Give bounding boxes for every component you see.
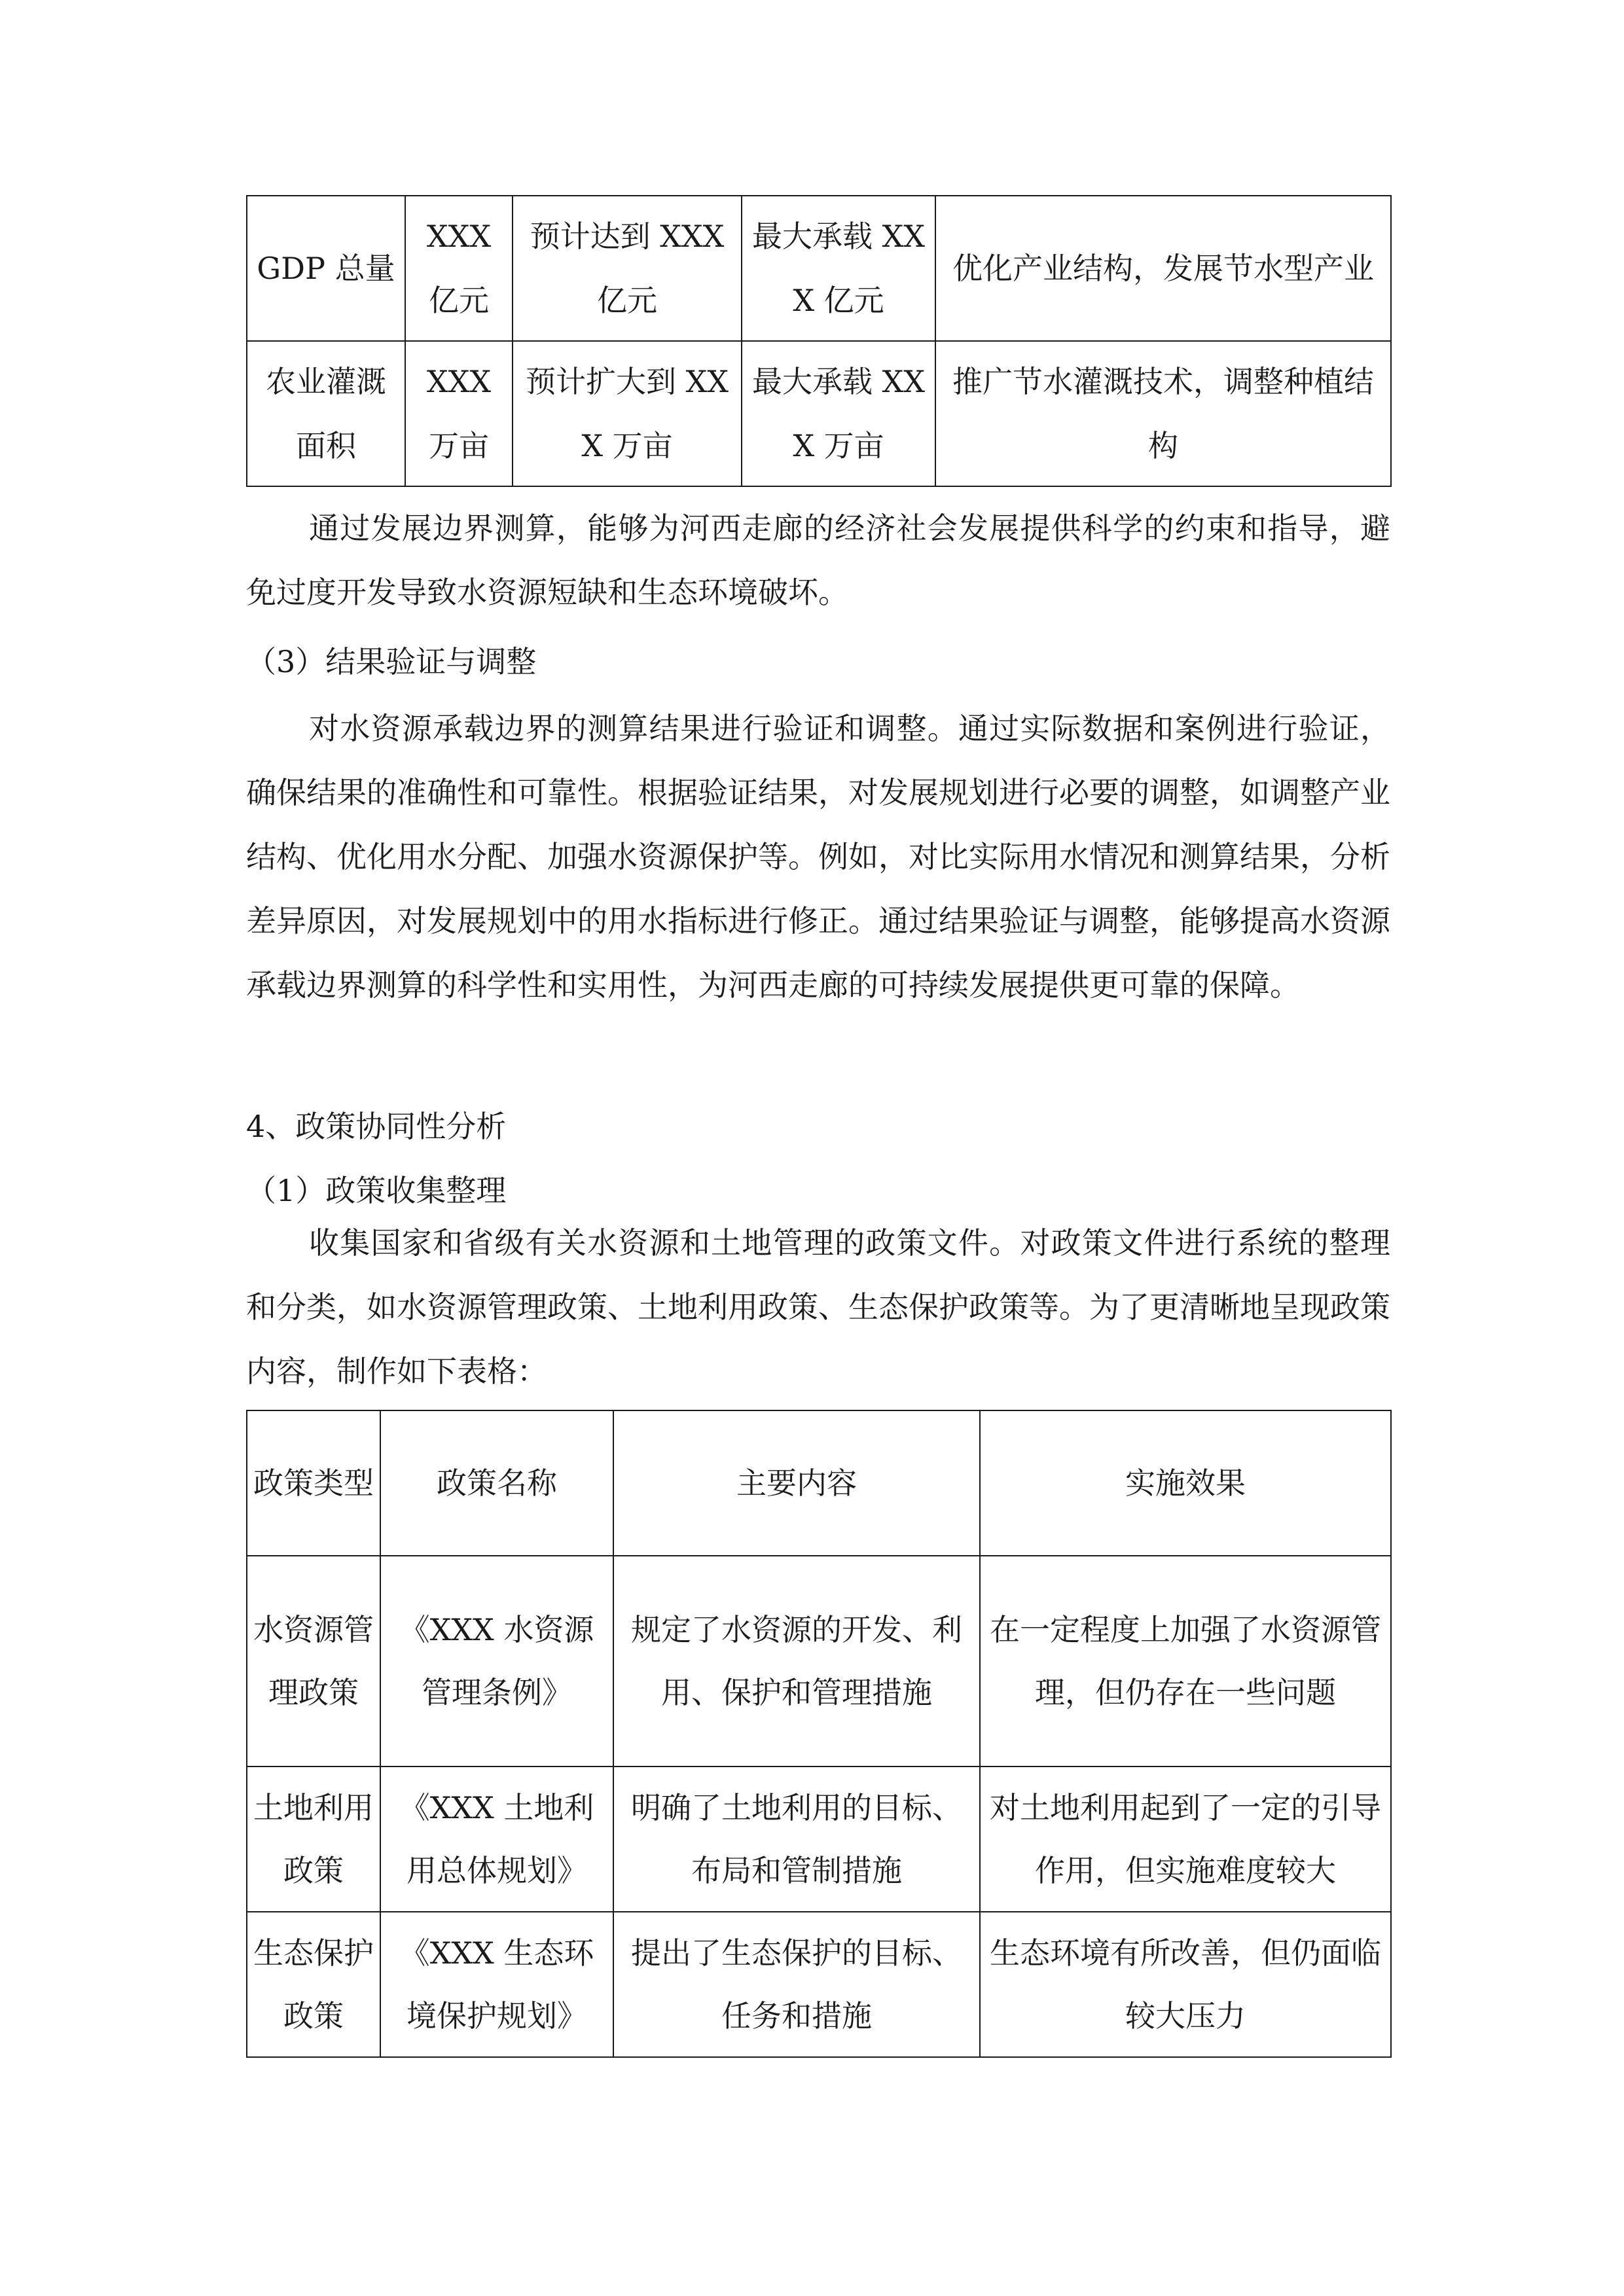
table-cell: 提出了生态保护的目标、任务和措施 (613, 1912, 980, 2057)
column-header: 政策名称 (380, 1410, 613, 1556)
section-heading-result-validation: （3）结果验证与调整 (246, 644, 537, 679)
column-header: 主要内容 (613, 1410, 980, 1556)
table-cell: 推广节水灌溉技术，调整种植结构 (935, 341, 1391, 486)
table-cell: 最大承载 XXX 万亩 (742, 341, 935, 486)
paragraph-result-validation: 对水资源承载边界的测算结果进行验证和调整。通过实际数据和案例进行验证，确保结果的准确性和可靠性。根据验证结果，对发展规划进行必要的调整，如调整产业结构、优化用水分配、加强水资源保护等。例如，对比实际用水情况和测算结果，分析差异原因，对发展规划中的用水指标进行修正。通过结果验证与调整，能够提高水资源承载边界测算的科学性和实用性，为河西走廊的可持续发展提供更可靠的保障。 (246, 711, 1390, 1003)
table-cell: 预计扩大到 XXX 万亩 (513, 341, 742, 486)
table-cell: 预计达到 XXX 亿元 (513, 196, 742, 341)
table-cell: 土地利用政策 (247, 1767, 380, 1912)
table-cell: 生态保护政策 (247, 1912, 380, 2057)
table-row (247, 196, 1391, 341)
table-header-row (247, 1410, 1391, 1556)
table-cell: XXX 亿元 (405, 196, 513, 341)
table-cell: 对土地利用起到了一定的引导作用，但实施难度较大 (980, 1767, 1391, 1912)
table-cell: 《XXX 生态环境保护规划》 (380, 1912, 613, 2057)
table-row (247, 1767, 1391, 1912)
table-cell: 生态环境有所改善，但仍面临较大压力 (980, 1912, 1391, 2057)
subsection-heading-policy-collection: （1）政策收集整理 (246, 1173, 507, 1208)
table-cell: GDP 总量 (247, 196, 405, 341)
table-cell: 最大承载 XXX 亿元 (742, 196, 935, 341)
table-row (247, 341, 1391, 486)
table-cell: XXX 万亩 (405, 341, 513, 486)
table-row (247, 1556, 1391, 1767)
table-cell: 农业灌溉面积 (247, 341, 405, 486)
column-header: 实施效果 (980, 1410, 1391, 1556)
policy-table (246, 1410, 1392, 2058)
table-cell: 在一定程度上加强了水资源管理，但仍存在一些问题 (980, 1556, 1391, 1767)
table-cell: 《XXX 水资源管理条例》 (380, 1556, 613, 1767)
table-cell: 明确了土地利用的目标、布局和管制措施 (613, 1767, 980, 1912)
carrying-capacity-table (246, 195, 1392, 487)
table-cell: 水资源管理政策 (247, 1556, 380, 1767)
column-header: 政策类型 (247, 1410, 380, 1556)
table-cell: 优化产业结构，发展节水型产业 (935, 196, 1391, 341)
paragraph-policy-collection: 收集国家和省级有关水资源和土地管理的政策文件。对政策文件进行系统的整理和分类，如水资源管理政策、土地利用政策、生态保护政策等。为了更清晰地呈现政策内容，制作如下表格： (246, 1225, 1390, 1389)
table-row (247, 1912, 1391, 2057)
table-cell: 《XXX 土地利用总体规划》 (380, 1767, 613, 1912)
table-cell: 规定了水资源的开发、利用、保护和管理措施 (613, 1556, 980, 1767)
section-heading-policy-synergy: 4、政策协同性分析 (246, 1109, 507, 1144)
paragraph-boundary-summary: 通过发展边界测算，能够为河西走廊的经济社会发展提供科学的约束和指导，避免过度开发导致水资源短缺和生态环境破坏。 (246, 511, 1390, 610)
